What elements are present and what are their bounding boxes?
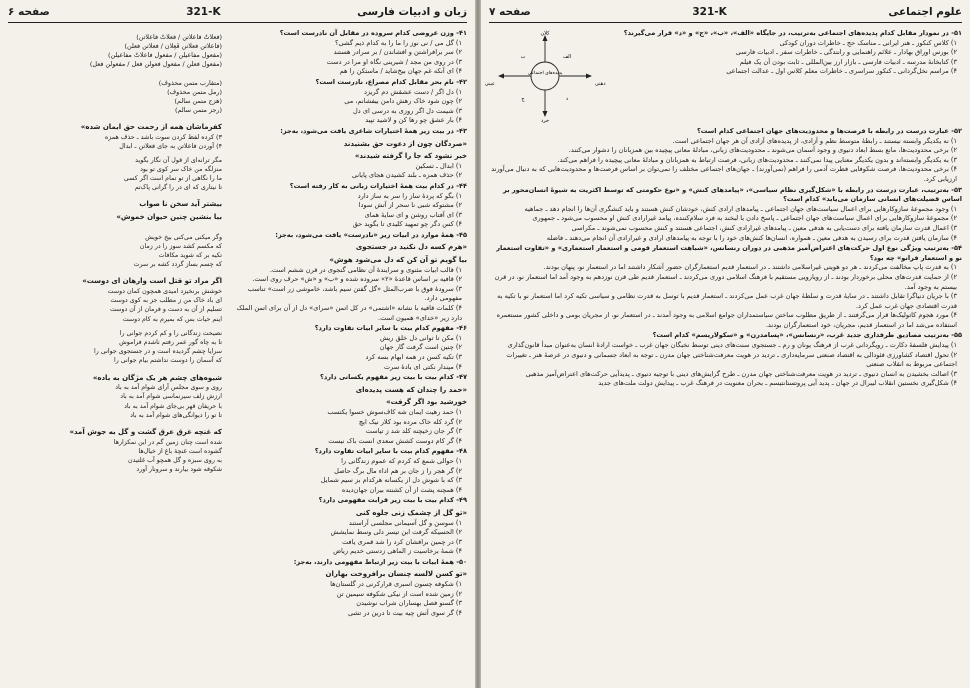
verse-line: سرایا چشم گردیده است و در جستجوی جوانی را xyxy=(94,348,222,356)
question-42: ۴۲- نام بحر مقابل کدام مصراع، نادرست است؟ xyxy=(315,77,467,86)
left-page-number: صفحه ۶ xyxy=(8,6,50,18)
right-page-code: 321-K xyxy=(692,6,727,18)
note-line: ۳) کرده لفظ کر‌دن سوت باشد ـ حذف همزه xyxy=(104,132,222,141)
option: ۳) با جریان دنیاگرا تقابل داشتند ـ در سایهٔ قدرت و سلطهٔ جهان غرب عمل می‌کردند ـ استعمار قدیم با توسل به قدرت نظامی و سیاسی تکیه کرد اما استعمار نو با تکیه به قدرت اقتصادی جهان غرب عمل کرد. xyxy=(497,292,957,310)
verse-line: نصیحت زندگانی را و کم کردم جوانی را xyxy=(119,329,222,337)
option: ۲) مشتوکه شبی نا سحر از آتش سودا xyxy=(358,201,462,210)
meter-line: (رجز متمن سالم) xyxy=(174,106,222,114)
option: ۲) حذف همزه ـ بلند کشیدن هجای پایانی xyxy=(351,171,462,180)
option: ۱) سوسن و گل آسیمانی مجلسی آراستند xyxy=(348,518,462,527)
verse-line: مگر ترانه‌ای از قول آن نگار بگوید xyxy=(135,156,222,164)
verse-line: ما را نگاهی از تو تمام است اگر کسی xyxy=(123,175,222,182)
quadrant-label: د xyxy=(565,96,569,102)
option: ۱) کلاس کنکور ـ هنر ایرانی ـ مناسک حج ـ خاطرات دوران کودکی xyxy=(779,38,957,47)
verse-line: شکوفه شود بیارند و سرونار آورد xyxy=(136,466,222,474)
option: ۴) مپندار نکتی ای بادهٔ سرت xyxy=(383,362,462,371)
question-50: ۵۰- همهٔ ابیات با بیت زیر ارتباط مفهومی دارند، به‌جز: xyxy=(293,557,467,566)
option: ۳) سرودهٔ فوق با ضرب‌المثل «گل گفتن سیم باشد، خاموشی زر است» تناسب مفهومی دارد. xyxy=(247,284,462,303)
option: ۲) گر هجر را ز جان بر هم اداء مال برگ حاصل xyxy=(334,466,462,475)
option: ۳) به یکدیگر وابسته‌اند و بدون یکدیگر معنایی پیدا نمی‌کنند ـ محدودیت‌های زبانی، فرصت ارتباط به همزبانان و مبادلهٔ معانی پیچیده را فراهم می‌کند. xyxy=(557,155,957,164)
note-line: ۴) آوردن فاعلاتن به جای فعلاتن ـ ابدال xyxy=(119,141,222,150)
question-48: ۴۸- مفهوم کدام بیت با سایر ابیات تفاوت دارد؟ xyxy=(314,447,467,456)
left-page-code: 321-K xyxy=(186,6,221,18)
left-questions-column xyxy=(235,28,467,680)
center-label: پدیده‌های اجتماعی xyxy=(527,71,563,76)
quadrant-label: ج xyxy=(521,96,525,102)
verse-line: روی و سوی مجلس آرای شوام آمد به باد xyxy=(115,384,222,392)
verse-heading: کفرماشان همه از رحمت حق ایمان شده» xyxy=(80,123,222,131)
option: ۴) گر کام دوست کشش سعدی انست باک نیست xyxy=(328,436,462,445)
verse-line: خوشش برنخیزد امیدی همچون کمان دوست xyxy=(107,288,222,295)
verse-line: تا نیتاری که ای در را گرانی پاک‌تم xyxy=(134,184,222,192)
verse-line: گشوده است غنچهٔ باغ از خیال‌ها xyxy=(138,447,222,455)
option: ۲) زمین شده است از نیکی شکوفه سیمین تن xyxy=(336,589,462,598)
north-label: کلان xyxy=(540,30,550,37)
option: ۱) شکوفه چسون اسبری قرارکرنی در گلستان‌ها xyxy=(330,580,462,589)
verse-line: بیا گویم تو آن کن که دل می‌شود هوش» xyxy=(329,256,467,265)
option: ۲) چون شود خاک رهش دامن بیفشانم، می xyxy=(344,97,462,106)
verse-line: خبر نشود که جا را گرفته شیدند» xyxy=(354,152,467,161)
verse-line: «تو کسن لالسه چنسان برافروخت بهاران xyxy=(325,570,467,579)
option: ۳) گسنو فصل بهساران شراب نوشیدن xyxy=(356,599,462,608)
east-label: ذهنی xyxy=(595,81,606,87)
meter-line: (متقارب متمن محذوف) xyxy=(158,79,222,87)
option: ۲) برخی محدودیت‌ها، مانع بسط ابعاد دنیوی و وجود آسمان می‌شوند ـ محدودیت‌های زبانی، مبادلهٔ معانی پیچیده بین همزبانان را دشوار می‌کنند. xyxy=(568,146,957,155)
option: ۱) وجود مجموعهٔ سازوکارهایی برای اعمال سیاست‌های جهان اجتماعی ـ پیامدهای ارادی کنش، خودشان کنش هستند و باید کنشگری آن‌ها را انجام دهد ـ جماهیه xyxy=(524,204,957,213)
meter-line: (مفعول مفاعیلن / مفعول فاعلاتٌ مفاعیلن) xyxy=(108,51,222,59)
left-verses-column xyxy=(8,28,222,680)
left-page xyxy=(0,0,475,688)
verse-heading: اگر مراد تو قتل است وارهان ای دوست» xyxy=(82,277,222,286)
meter-line: (فاعلاتن فعلاتن فَعِلان / فعلاتن فعلن) xyxy=(124,42,222,50)
option: ۴) مورد هجوم کاتولیک‌ها قرار می‌گرفتند ـ از طریق مطلوب ساختن سیاستمداران جوامع اسلامی به وجود آمدند ـ در استعمار نو، از مجریان بومی و داخلی کشور مستعمره استفاده می‌شد اما در استعمار قدیم، مجریان، خود استعمارگران بودند. xyxy=(496,311,957,329)
verse-line: تکیه بر که شوید مکافات xyxy=(158,252,222,259)
option: ۴) مراسم نخل‌گردانی ـ کنکور سراسری ـ خاطرات معلم کلاس اول ـ عدالت اجتماعی xyxy=(726,67,957,76)
verse-line: تا تو را دیوانگی‌های شوام آمد به باد xyxy=(130,411,222,419)
verse-line: «تو گل از چشمک زنی جلوه کنی xyxy=(355,508,467,517)
verse-line: که چسم بساز گردد کشه بر سرت xyxy=(133,261,222,269)
verse-line: منزلگه من خاک سر کوی تو بود xyxy=(140,165,222,173)
verse-line: «حمد را چندان که هست پدیده‌ای xyxy=(355,385,467,394)
option: ۱) ابدال ـ تسکین xyxy=(415,161,462,170)
option: ۱) قالب ابیات مثنوی و سرایندهٔ آن نظامی گنجوی در قرن ششم است. xyxy=(269,265,462,274)
meter-line: (رمل متمن محذوف) xyxy=(167,88,222,96)
right-page-number: صفحه ۷ xyxy=(489,6,531,18)
option: ۲) مجموعهٔ سازوکارهایی برای اعمال سیاست‌های جهان اجتماعی ـ پاسخ دادن با لبخند به فرد سلام‌کننده، پیامد غیرارادی کنش او محسوب می‌شود ـ جمهوری xyxy=(532,214,957,223)
arrow-left-icon xyxy=(498,74,504,79)
option: ۳) اعمال قدرت سازمان یافته برای دست‌یابی به هدفی معین ـ پیامدهای غیرارادی کنش، اجتماعی هستند و کنش محسوب نمی‌شوند ـ مکراسی xyxy=(571,223,957,232)
verse-heading: که غنچه غرق عرق گشت و گل به جوش آمد» xyxy=(69,428,222,437)
option: ۳) اصالت بخشیدن به انسان دنیوی ـ تردید در هویت معرفت‌شناختی جهان مدرن ـ طرح گرایش‌های دینی با توجیه دنیوی ـ پدیدآیی حرکت‌های اعتراض‌آمیز مذهبی xyxy=(525,369,957,378)
option: ۱) مکن تا توانی دل خلق ریش xyxy=(379,333,462,342)
south-label: خرد xyxy=(540,118,550,124)
option: ۲) چنین است گرفت گار جهان xyxy=(379,343,462,352)
verse-line: به روی سبزه و گل همچو آب غلتیدن xyxy=(128,457,222,465)
verse-line: بیشتر آید سخن نا صواب xyxy=(139,200,222,209)
option: ۳) تکیه کسن در همه ابهام بسه کرد xyxy=(365,353,462,361)
right-body-column xyxy=(489,126,962,680)
question-45: ۴۵- همهٔ موارد در ابیات زیر «نادرست» یافت می‌شود، به‌جز: xyxy=(275,230,467,239)
verse-line: اینم حیات بس که بمیرم به کام دوست xyxy=(122,315,222,323)
option: ۳) ای آفتاب روشن و ای سایهٔ همای xyxy=(364,210,462,219)
center-circle xyxy=(531,62,559,90)
option: ۳) شیمت دل اگر روزی به درسی ای دل xyxy=(353,106,462,115)
option: ۴) سازمان یافتن قدرت برای رسیدن به هدفی معین ـ همواره، انسان‌ها کنش‌های خود را با توجه به پیامدهای ارادی و غیرارادی آن انجام می‌دهند ـ فاضله xyxy=(546,233,957,242)
option: ۲) تحول اقتصاد کشاورزی فئودالی به اقتصاد صنعتی سرمایه‌داری ـ تردید در هویت معرفت‌شناختی جهان مدرن ـ توجه به ابعاد جسمانی و دنیوی در عرصهٔ هنر ـ تغییرات اجتماعی مربوط به انقلاب صنعتی xyxy=(506,350,957,369)
option: ۲) قافیه بر اساس قاعدهٔ «۲» سروده شده و «ب» و «ش» حرف روی است. xyxy=(252,275,462,284)
question-49: ۴۹- کدام بیت با بیت زیر قرابت مفهومی دارد؟ xyxy=(318,496,467,505)
meter-line: (فعلاتٌ فاعلاتن / فعلاتٌ فاعلاتن) xyxy=(136,33,222,41)
question-55: ۵۵- به‌ترتیب مصادیق طرفداری جدید غرب، «رنسانس»، «پسامدرن» و «سکولاریسم» کدام است؟ xyxy=(652,331,962,340)
option: ۴) کلمات قافیه با نشانه «اشتمی» در کل اتمن «سرای» دل از آن برای اتمن الملک دارد زیر «خدای» همیون است. xyxy=(236,304,462,322)
verse-heading: شیوه‌های چشم هر یک مژگان به باده» xyxy=(92,373,222,382)
option: ۴) بار عشق چو رها کن و لاشید تپید xyxy=(365,116,462,125)
verse-line: ارزش زلف سیرنماسی شوام آمد به باد xyxy=(120,393,222,401)
option: ۳) گر جان زخیچنه کلد شد ز تیاست xyxy=(365,427,462,436)
option: ۴) ای آنکه غم جهان بیخ‌شاید / ماستکن را هم xyxy=(339,67,462,76)
option: ۳) کتابخانهٔ مدرسه ـ ادبیات فارسی ـ بازار ارز بین‌المللی ـ ثابت بودن آن یک فیلم xyxy=(739,57,957,66)
option: ۴) شمهٔ برخاسیت ز الماهی زدستی خدیم ریاض xyxy=(333,547,462,556)
left-header-rule xyxy=(8,22,467,23)
arrow-right-icon xyxy=(586,74,592,79)
option: ۲) گرد کله خاک مرده بود کلار نیک ایچ xyxy=(358,417,462,426)
question-51: ۵۱- در نمودار مقابل کدام پدیده‌های اجتماعی به‌ترتیب، در جایگاه «الف»، «ب»، «ج» و «د» قرار می‌گیرند؟ xyxy=(623,29,962,37)
verse-line: خورشید بود اگر گرفت» xyxy=(386,398,467,407)
option: ۳) در چمین برافشان کرد را شد قمری یافت xyxy=(341,537,462,546)
arrow-down-icon xyxy=(543,111,548,117)
verse-line: بیا بنشین چنین حیوان خموش» xyxy=(116,213,222,221)
option: ۱) نه یکدیگر وابسته نیستند ـ رابطهٔ متوسط نظم و آزادی، از پدیده‌های آزادی آن هر جهان اجتماعی است. xyxy=(672,136,957,145)
question-47: ۴۷- کدام بیت با بیت زیر مفهوم یکسانی دارد؟ xyxy=(320,373,467,382)
question-44: ۴۴- در کدام بیت همهٔ اختیارات زبانی به کار رفته است؟ xyxy=(289,181,467,190)
social-phenomena-diagram xyxy=(484,30,606,124)
option: ۴) گر سوی آتش چیه بیت تا درین در تشی xyxy=(348,608,462,617)
verse-line: تسلیم از آن به دست و فرمان از آن دوست xyxy=(109,306,222,314)
question-46: ۴۶- مفهوم کدام بیت با سایر ابیات تفاوت دارد؟ xyxy=(314,324,467,333)
option: ۴) کس دگر چو تمهید کلیدی تا بگوید حق xyxy=(352,220,462,229)
verse-line: وگر میکنی می‌کنی بیخ خویش xyxy=(145,233,222,241)
verse-line: «صردگان چون از دعوت حق بشنیدند xyxy=(343,139,467,148)
verse-line: که آسمان را دوست نداشتم بیام جوانی را xyxy=(113,357,222,365)
option: ۲) سر برافراشتن و افشاندن / بر سرادر هستند xyxy=(333,48,462,57)
question-52: ۵۲- عبارت درست در رابطه با فرصت‌ها و محدودیت‌های جهان اجتماعی کدام است؟ xyxy=(696,127,962,135)
option: ۱) پیدایش فلسفهٔ دکارت ـ رویگردانی غرب از فرهنگ یونان و رم ـ جستجوی سنت‌های دینی توسط نخبگان جهان غرب ـ خواست ارادهٔ انسان به‌عنوان مبدأ قانون‌گذاری xyxy=(507,341,957,350)
meter-line: (مفعول فعلن / مفعول فعولن فعل / مفعولن فعل) xyxy=(89,60,222,68)
verse-line: که مکسم کشد سوز را در زمان xyxy=(139,242,222,250)
verse-line: با حریفان قهر بی‌جای شوام آمد به باد xyxy=(124,402,222,410)
meter-line: (هزج متمن سالم) xyxy=(174,97,222,105)
option: ۱) حوالی شمع که کردم که عموم زندگانی را xyxy=(341,456,462,465)
west-label: عینی xyxy=(484,81,495,87)
quadrant-label: الف xyxy=(562,54,572,60)
question-54: ۵۴- به‌ترتیب ویژگی نوع اول حرکت‌های اعتراض‌آمیز مذهبی در دوران رنسانس، «شباهت استعمار قومی و استعمار استعماری» و «تفاوت استعمار نو و استعمار فرانو» چه بود؟ xyxy=(496,244,962,262)
question-43: ۴۳- در بیت زیر همهٔ اختیارات شاعری یافت می‌شود، به‌جز: xyxy=(280,126,467,135)
option: ۴) همچنه پشت از آن کشنته بیران جهان‌دیده xyxy=(341,485,462,494)
option: ۳) در روی من مجد / شیرینی نگاه او مرا در دست xyxy=(326,57,462,66)
verse-line: شده است چنان زمین گم در این نمکزارها xyxy=(113,438,222,446)
option: ۴) برخی محدودیت‌ها، فرصت شکوفایی فطرت آدمی را فراهم (نمی‌آورند) ـ جهان‌های اجتماعی مختلف را نمی‌توان بر اساس فرصت‌ها و محدودیت‌هایی که به دنبال می‌آورند ارزیابی کرد. xyxy=(491,165,957,183)
quadrant-label: ب xyxy=(520,54,526,60)
option: ۲) الحسیکه گرفت ابن تیسر دلی وسط نمایشش xyxy=(330,528,462,537)
verse-line: ای باد خاک من ز مطلب جز به کوی دوست xyxy=(110,297,222,305)
option: ۱) بگو که پردهٔ ساز را سر به ساز دارد xyxy=(357,191,462,200)
right-page xyxy=(481,0,970,688)
left-page-header xyxy=(8,4,467,20)
verse-line: «هرم کسه دل نکنید در جستجوی xyxy=(355,243,467,252)
left-page-subject: زبان و ادبیات فارسی xyxy=(357,6,467,18)
verse-line: تا به چاه گور عمر رفتم ناشدم فراموش xyxy=(119,339,222,347)
right-page-header xyxy=(489,4,962,20)
right-page-subject: علوم اجتماعی xyxy=(888,6,962,18)
question-53: ۵۳- به‌ترتیب، عبارت درست در رابطه با «شکل‌گیری نظام سیاسی»، «پیامدهای کنش» و «نوع حکومتی که توسط اکثریت به شیوهٔ انسان‌محور بر اساس قضیلت‌های انسانی سازمان می‌یابد» کدام است؟ xyxy=(503,185,962,204)
option: ۲) بورس اوراق بهادار ـ علائم راهنمایی و رانندگی ـ خاطرات سفر ـ ادبیات فارسی xyxy=(735,48,957,57)
question-41: ۴۱- وزن عروضی کدام سروده در مقابل آن نادرست است؟ xyxy=(279,29,467,37)
option: ۳) که با شوش دل از یکسانه هرکدام بز سیم شمایل xyxy=(320,476,462,485)
option: ۱) دل اگر / دست عشقش دم گریزد xyxy=(363,87,462,96)
option: ۴) شکل‌گیری نخستین انقلاب لیبرال در جهان ـ پدید آیی پروتستانتیسم ـ بحران معنویت در فرهنگ غرب ـ پیدایش دولت ملت‌های جدید xyxy=(598,379,957,388)
right-header-rule xyxy=(489,22,962,23)
option: ۲) از حمایت قدرت‌های محلی برخوردار بودند ـ از رویارویی مستقیم با فرهنگ اسلامی دوری می‌کردند ـ استعمار قدیم طی قرن نوزدهم به وجود آمد اما استعمار نو، در قرن بیستم به وجود آمد. xyxy=(494,272,957,291)
option: ۱) حمد رهیت ایمان شه کاف‌سوش خسوا یکتسب xyxy=(327,407,462,416)
option: ۱) به قدرت پاپ مخالفت می‌کردند ـ هر دو هویتی غیراسلامی داشتند ـ در استعمار قدیم استعمارگران حضور آشکار داشتند اما در استعمار نو، پنهان بودند. xyxy=(543,263,957,272)
option: ۱) گل می / نی نوز را ما را به کدام ذیم گشی؟ xyxy=(334,38,462,47)
